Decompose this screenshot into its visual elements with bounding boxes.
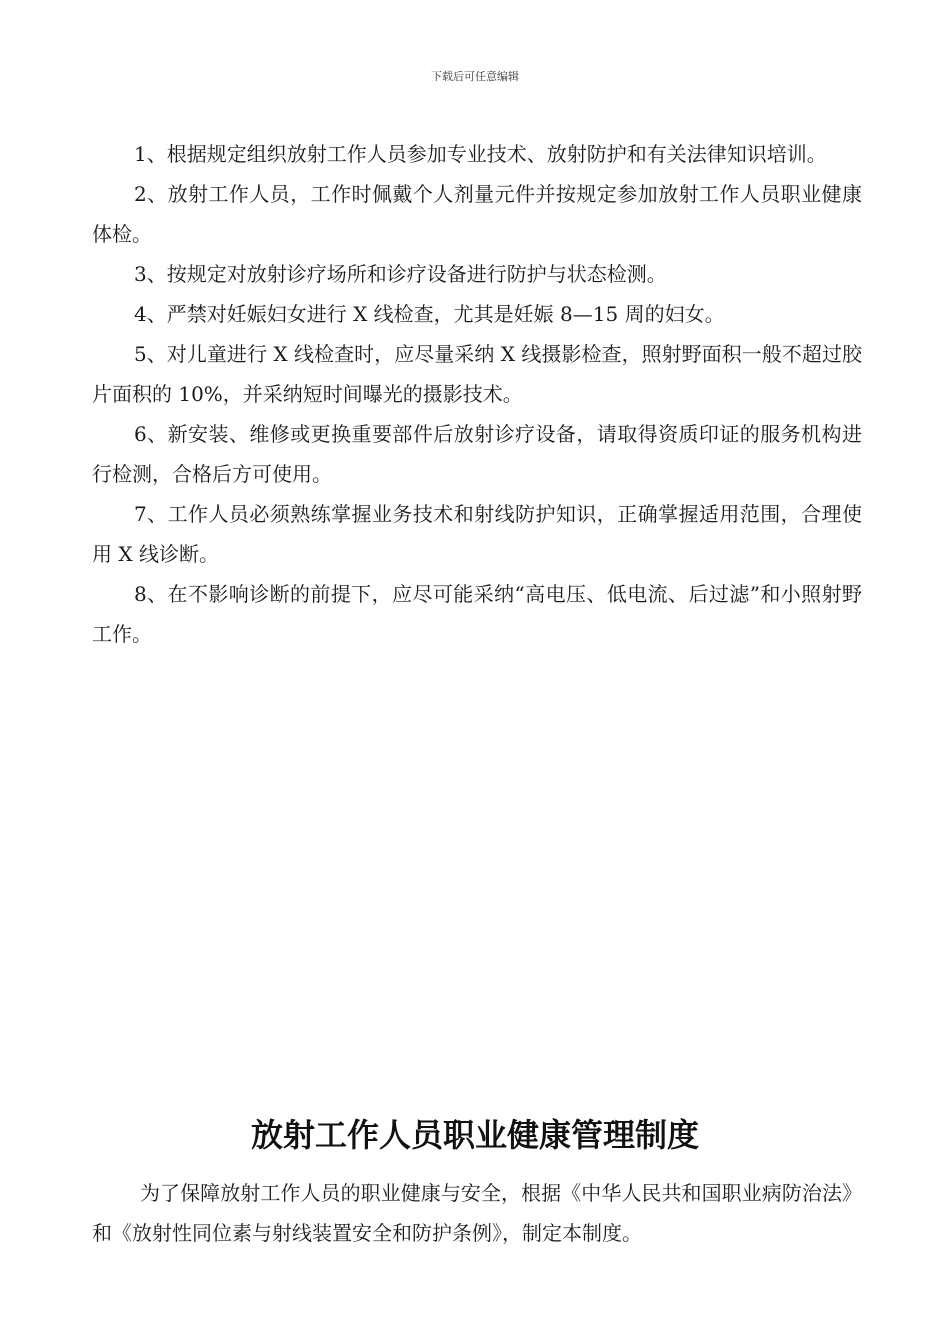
rules-list	[92, 134, 862, 654]
rule-item-2: 2、放射工作人员，工作时佩戴个人剂量元件并按规定参加放射工作人员职业健康体检。	[92, 182, 862, 246]
section-title: 放射工作人员职业健康管理制度	[250, 1116, 699, 1154]
intro-section	[92, 1173, 862, 1253]
rule-item-5: 5、对儿童进行 X 线检查时，应尽量采纳 X 线摄影检查，照射野面积一般不超过胶片面积的 10%，并采纳短时间曝光的摄影技术。	[92, 342, 862, 406]
page-header-note: 下载后可任意编辑	[431, 70, 519, 83]
rule-item-8: 8、在不影响诊断的前提下，应尽可能采纳“高电压、低电流、后过滤”和小照射野工作。	[92, 582, 862, 646]
rule-item-3: 3、按规定对放射诊疗场所和诊疗设备进行防护与状态检测。	[134, 262, 667, 286]
rule-item-7: 7、工作人员必须熟练掌握业务技术和射线防护知识，正确掌握适用范围，合理使用 X 线诊断。	[92, 502, 862, 566]
rule-item-6: 6、新安装、维修或更换重要部件后放射诊疗设备，请取得资质印证的服务机构进行检测，合格后方可使用。	[92, 422, 862, 486]
intro-paragraph: 为了保障放射工作人员的职业健康与安全，根据《中华人民共和国职业病防治法》和《放射性同位素与射线装置安全和防护条例》，制定本制度。	[92, 1181, 862, 1245]
rule-item-4: 4、严禁对妊娠妇女进行 X 线检查，尤其是妊娠 8—15 周的妇女。	[134, 302, 725, 326]
rule-item-1: 1、根据规定组织放射工作人员参加专业技术、放射防护和有关法律知识培训。	[134, 142, 827, 166]
